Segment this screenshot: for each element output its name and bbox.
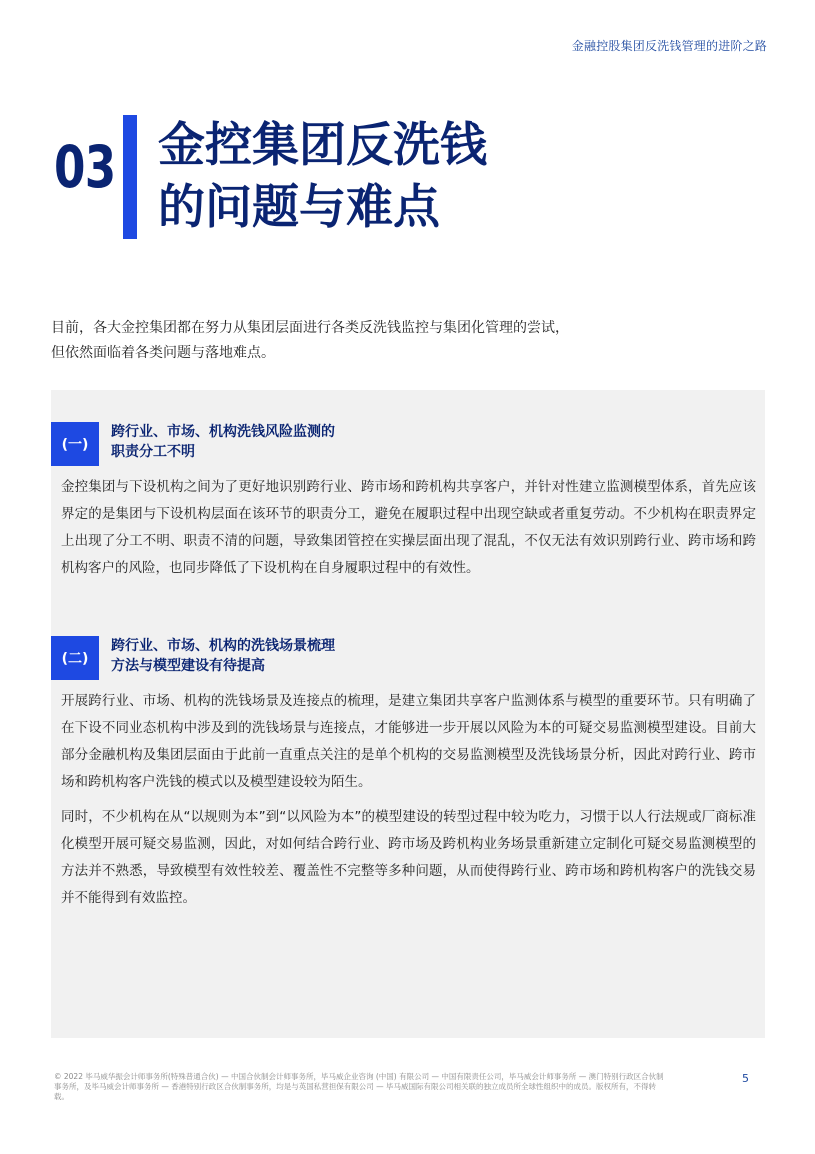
intro-paragraph — [51, 316, 771, 366]
footer-legal-text: © 2022 毕马威华振会计师事务所(特殊普通合伙) — 中国合伙制会计师事务所，毕马威企业咨询 (中国) 有限公司 — 中国有限责任公司，毕马威会计师事务所 — 澳门特别行政区合伙制事务所，及毕马威会计师事务所 — 香港特别行政区合伙制事务所，均是与英国私营担保有限公司 — 毕马威国际有限公司相关联的独立成员所全球性组织中的成员。版权所有，不得转载。 — [54, 1072, 664, 1101]
section-2-title-line-1: 跨行业、市场、机构的洗钱场景梳理 — [111, 638, 335, 654]
chapter-title-line-2: 的问题与难点 — [158, 180, 440, 235]
chapter-number: 03 — [54, 133, 116, 201]
section-1-title-line-1: 跨行业、市场、机构洗钱风险监测的 — [111, 424, 335, 440]
section-2-title — [111, 636, 511, 676]
section-1-title — [111, 422, 511, 462]
page-number: 5 — [742, 1072, 749, 1085]
section-2-paragraph-2: 同时，不少机构在从“以规则为本”到“以风险为本”的模型建设的转型过程中较为吃力，习惯于以人行法规或厂商标准化模型开展可疑交易监测，因此，对如何结合跨行业、跨市场及跨机构业务场景重新建立定制化可疑交易监测模型的方法并不熟悉，导致模型有效性较差、覆盖性不完整等多种问题，从而使得跨行业、跨市场和跨机构客户的洗钱交易并不能得到有效监控。 — [61, 809, 756, 906]
intro-line-2: 但依然面临着各类问题与落地难点。 — [51, 345, 275, 361]
content-panel — [51, 390, 765, 1038]
section-1-badge: (一) — [51, 422, 99, 466]
chapter-title-line-1: 金控集团反洗钱 — [158, 118, 487, 173]
section-2-badge: (二) — [51, 636, 99, 680]
section-1-paragraph-1: 金控集团与下设机构之间为了更好地识别跨行业、跨市场和跨机构共享客户，并针对性建立监测模型体系，首先应该界定的是集团与下设机构层面在该环节的职责分工，避免在履职过程中出现空缺或者重复劳动。不少机构在职责界定上出现了分工不明、职责不清的问题，导致集团管控在实操层面出现了混乱，不仅无法有效识别跨行业、跨市场和跨机构客户的风险，也同步降低了下设机构在自身履职过程中的有效性。 — [61, 479, 756, 576]
section-1-title-line-2: 职责分工不明 — [111, 444, 195, 460]
chapter-title — [158, 115, 487, 239]
section-2-paragraph-1: 开展跨行业、市场、机构的洗钱场景及连接点的梳理，是建立集团共享客户监测体系与模型的重要环节。只有明确了在下设不同业态机构中涉及到的洗钱场景与连接点，才能够进一步开展以风险为本的可疑交易监测模型建设。目前大部分金融机构及集团层面由于此前一直重点关注的是单个机构的交易监测模型及洗钱场景分析，因此对跨行业、跨市场和跨机构客户洗钱的模式以及模型建设较为陌生。 — [61, 693, 756, 790]
chapter-accent-bar — [123, 115, 137, 239]
running-header-title: 金融控股集团反洗钱管理的进阶之路 — [571, 39, 767, 53]
intro-line-1: 目前，各大金控集团都在努力从集团层面进行各类反洗钱监控与集团化管理的尝试， — [51, 320, 569, 336]
section-2-title-line-2: 方法与模型建设有待提高 — [111, 658, 265, 674]
